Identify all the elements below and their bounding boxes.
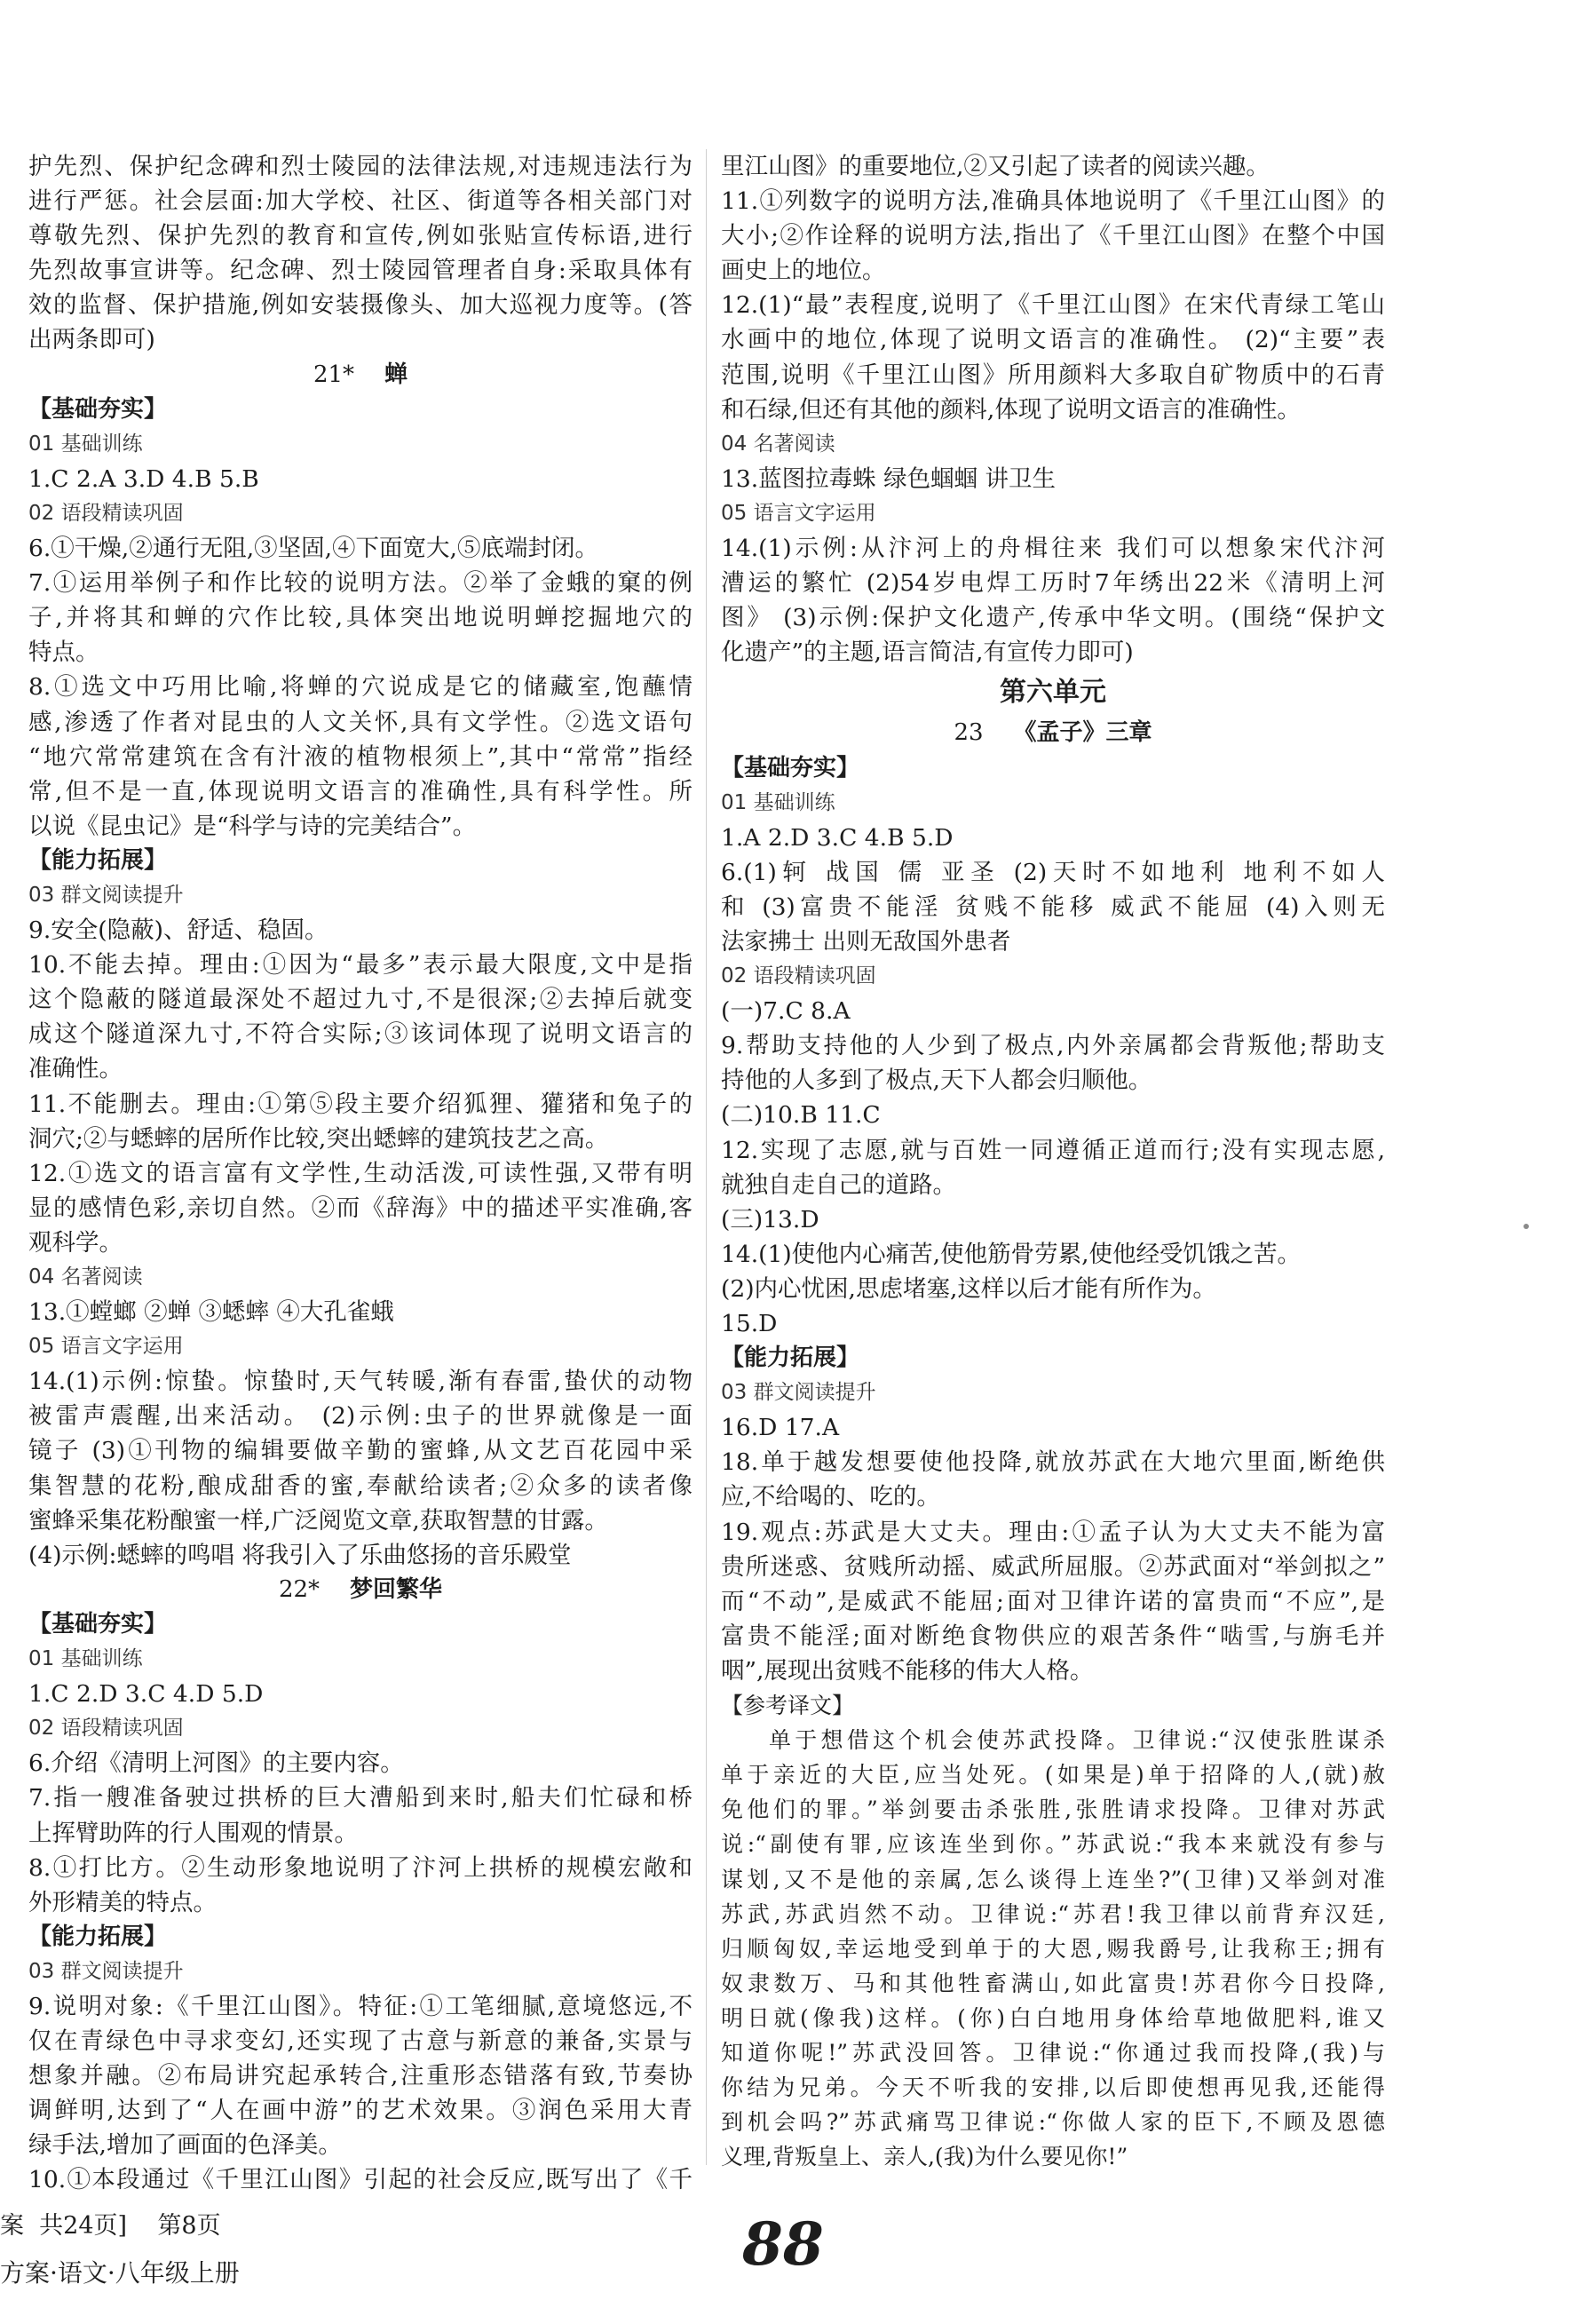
answer-line: 义理,背叛皇上、亲人,(我)为什么要见你!” — [721, 2144, 1128, 2170]
answer-line: 6.①干燥,②通行无阻,③坚固,④下面宽大,⑤底端封闭。 — [28, 535, 598, 563]
answer-line: “地穴常常建筑在含有汁液的植物根须上”,其中“常常”指经 — [28, 742, 693, 771]
answer-line: 子,并将其和蝉的穴作比较,具体突出地说明蝉挖掘地穴的 — [28, 604, 693, 632]
answer-line: 集智慧的花粉,酿成甜香的蜜,奉献给读者;②众多的读者像 — [28, 1471, 693, 1500]
answer-line: 感,渗透了作者对昆虫的人文关怀,具有文学性。②选文语句 — [28, 708, 693, 736]
section-heading: 【参考译文】 — [721, 1693, 855, 1719]
section-title — [28, 358, 693, 393]
answer-line: 漕运的繁忙 (2)54岁电焊工历时7年绣出22米《清明上河 — [721, 569, 1385, 598]
answer-line: 11.不能删去。理由:①第⑤段主要介绍狐狸、獾猪和兔子的 — [28, 1090, 693, 1118]
answer-line: 到机会吗?”苏武痛骂卫律说:“你做人家的臣下,不顾及恩德 — [721, 2109, 1385, 2136]
answer-line: (4)示例:蟋蟀的鸣唱 将我引入了乐曲悠扬的音乐殿堂 — [28, 1541, 572, 1569]
answer-line: 蜜蜂采集花粉酿蜜一样,广泛阅览文章,获取智慧的甘露。 — [28, 1506, 608, 1535]
answer-line: 13.①螳螂 ②蝉 ③蟋蟀 ④大孔雀蛾 — [28, 1298, 394, 1327]
answer-line: 奴隶数万、马和其他牲畜满山,如此富贵!苏君你今日投降, — [721, 1970, 1385, 1996]
answer-line: 就独自走自己的道路。 — [721, 1170, 956, 1199]
answer-line: 16.D 17.A — [721, 1414, 840, 1442]
subsection-label: 04 名著阅读 — [721, 432, 835, 456]
answer-line: 显的感情色彩,亲切自然。②而《辞海》中的描述平实准确,客 — [28, 1194, 693, 1222]
answer-line: 9.安全(隐蔽)、舒适、稳固。 — [28, 916, 328, 945]
subsection-label: 01 基础训练 — [721, 790, 835, 814]
answer-line: 仅在青绿色中寻求变幻,还实现了古意与新意的兼备,实景与 — [28, 2027, 693, 2056]
answer-line: 应,不给喝的、吃的。 — [721, 1483, 940, 1511]
section-title-text: 梦回繁华 — [350, 1575, 443, 1603]
answer-line: (一)7.C 8.A — [721, 997, 851, 1026]
answer-line: 法家拂士 出则无敌国外患者 — [721, 927, 1011, 956]
answer-line: 富贵不能淫;面对断绝食物供应的艰苦条件“啮雪,与旃毛并 — [721, 1622, 1385, 1650]
answer-line: 图》 (3)示例:保护文化遗产,传承中华文明。(围绕“保护文 — [721, 604, 1385, 632]
answer-line: (二)10.B 11.C — [721, 1101, 881, 1130]
column-divider — [706, 149, 707, 2165]
answer-line: 进行严惩。社会层面:加大学校、社区、街道等各相关部门对 — [28, 187, 693, 216]
subsection-label: 04 名著阅读 — [28, 1265, 143, 1289]
answer-line: 画史上的地位。 — [721, 257, 886, 285]
answer-line: 7.指一艘准备驶过拱桥的巨大漕船到来时,船夫们忙碌和桥 — [28, 1784, 693, 1812]
subsection-label: 03 群文阅读提升 — [28, 1959, 184, 1983]
answer-line: 6.介绍《清明上河图》的主要内容。 — [28, 1749, 404, 1778]
answer-line: 出两条即可) — [28, 326, 155, 354]
answer-line: 14.(1)使他内心痛苦,使他筋骨劳累,使他经受饥饿之苦。 — [721, 1240, 1302, 1268]
answer-line: 8.①选文中巧用比喻,将蝉的穴说成是它的储藏室,饱蘸情 — [28, 673, 693, 702]
answer-line: 里江山图》的重要地位,②又引起了读者的阅读兴趣。 — [721, 153, 1270, 180]
answer-line: 说:“副使有罪,应该连坐到你。”苏武说:“我本来就没有参与 — [721, 1831, 1385, 1858]
section-heading: 【基础夯实】 — [28, 1610, 168, 1638]
answer-line: 13.蓝图拉毒蛛 绿色蝈蝈 讲卫生 — [721, 464, 1056, 493]
subsection-label: 03 群文阅读提升 — [721, 1381, 876, 1405]
answer-line: (2)内心忧困,思虑堵塞,这样以后才能有所作为。 — [721, 1274, 1216, 1303]
answer-line: 化遗产”的主题,语言简洁,有宣传力即可) — [721, 639, 1134, 667]
section-heading: 【能力拓展】 — [28, 846, 168, 874]
answer-line: 观科学。 — [28, 1228, 123, 1257]
subsection-label: 02 语段精读巩固 — [721, 964, 876, 988]
answer-line: 以说《昆虫记》是“科学与诗的完美结合”。 — [28, 812, 477, 840]
answer-line: 1.C 2.A 3.D 4.B 5.B — [28, 464, 259, 493]
answer-line: 10.不能去掉。理由:①因为“最多”表示最大限度,文中是指 — [28, 951, 693, 980]
subsection-label: 01 基础训练 — [28, 1647, 143, 1671]
section-title-text: 《孟子》三章 — [1013, 719, 1152, 747]
left-column — [28, 149, 693, 2198]
section-number: 23 — [954, 719, 984, 747]
section-heading: 【基础夯实】 — [28, 395, 168, 423]
answer-line: 绿手法,增加了画面的色泽美。 — [28, 2131, 342, 2160]
answer-line: 先烈故事宣讲等。纪念碑、烈士陵园管理者自身:采取具体有 — [28, 257, 693, 285]
answer-line: 大小;②作诠释的说明方法,指出了《千里江山图》在整个中国 — [721, 222, 1385, 250]
answer-line: 而“不动”,是威武不能屈;面对卫律许诺的富贵而“不应”,是 — [721, 1587, 1385, 1615]
answer-line: 1.C 2.D 3.C 4.D 5.D — [28, 1680, 264, 1709]
answer-line: 归顺匈奴,幸运地受到单于的大恩,赐我爵号,让我称王;拥有 — [721, 1935, 1385, 1962]
section-title-text: 蝉 — [384, 361, 408, 388]
answer-line: 9.说明对象:《千里江山图》。特征:①工笔细腻,意境悠远,不 — [28, 1992, 693, 2020]
answer-line: 8.①打比方。②生动形象地说明了汴河上拱桥的规模宏敞和 — [28, 1853, 693, 1882]
answer-line: 洞穴;②与蟋蟀的居所作比较,突出蟋蟀的建筑技艺之高。 — [28, 1124, 609, 1153]
subsection-label: 03 群文阅读提升 — [28, 883, 184, 907]
answer-line: 这个隐蔽的隧道最深处不超过九寸,不是很深;②去掉后就变 — [28, 986, 693, 1014]
answer-line: 免他们的罪。”举剑要击杀张胜,张胜请求投降。卫律对苏武 — [721, 1797, 1385, 1823]
answer-line: 12.(1)“最”表程度,说明了《千里江山图》在宋代青绿工笔山 — [721, 291, 1385, 320]
answer-line: 知道你呢!”苏武没回答。卫律说:“你通过我而投降,(我)与 — [721, 2039, 1385, 2066]
subsection-label: 02 语段精读巩固 — [28, 501, 184, 525]
section-number: 21* — [313, 361, 355, 388]
section-number: 22* — [278, 1575, 321, 1603]
section-title — [721, 716, 1385, 750]
section-title-text: 第六单元 — [1000, 677, 1106, 709]
answer-line: 明日就(像我)这样。(你)白白地用身体给草地做肥料,谁又 — [721, 2004, 1385, 2031]
answer-line: 水画中的地位,体现了说明文语言的准确性。 (2)“主要”表 — [721, 326, 1385, 354]
subsection-label: 05 语言文字运用 — [28, 1335, 184, 1359]
answer-line: 单于想借这个机会使苏武投降。卫律说:“汉使张胜谋杀 — [769, 1727, 1385, 1754]
answer-line: 14.(1)示例:惊蛰。惊蛰时,天气转暖,渐有春雷,蛰伏的动物 — [28, 1368, 693, 1396]
answer-line: 上挥臂助阵的行人围观的情景。 — [28, 1819, 358, 1847]
answer-line: 尊敬先烈、保护先烈的教育和宣传,例如张贴宣传标语,进行 — [28, 222, 693, 250]
answer-line: 14.(1)示例:从汴河上的舟楫往来 我们可以想象宋代汴河 — [721, 535, 1385, 563]
subsection-label: 02 语段精读巩固 — [28, 1717, 184, 1741]
answer-line: 外形精美的特点。 — [28, 1888, 217, 1916]
section-heading: 【能力拓展】 — [28, 1923, 168, 1950]
answer-line: 19.观点:苏武是大丈夫。理由:①孟子认为大丈夫不能为富 — [721, 1518, 1385, 1546]
answer-line: 常,但不是一直,体现说明文语言的准确性,具有科学性。所 — [28, 777, 693, 805]
answer-line: 苏武,苏武岿然不动。卫律说:“苏君!我卫律以前背弃汉廷, — [721, 1900, 1385, 1927]
answer-line: 和 (3)富贵不能淫 贫贱不能移 威武不能屈 (4)入则无 — [721, 892, 1385, 921]
answer-line: 15.D — [721, 1310, 778, 1337]
section-heading: 【能力拓展】 — [721, 1344, 860, 1372]
answer-line: 和石绿,但还有其他的颜料,体现了说明文语言的准确性。 — [721, 395, 1301, 424]
answer-line: 单于亲近的大臣,应当处死。(如果是)单于招降的人,(就)赦 — [721, 1762, 1385, 1789]
answer-line: 持他的人多到了极点,天下人都会归顺他。 — [721, 1067, 1152, 1095]
answer-line: 12.实现了志愿,就与百姓一同遵循正道而行;没有实现志愿, — [721, 1136, 1385, 1164]
answer-line: 6.(1)轲 战国 儒 亚圣 (2)天时不如地利 地利不如人 — [721, 858, 1385, 886]
answer-line: 10.①本段通过《千里江山图》引起的社会反应,既写出了《千 — [28, 2166, 693, 2194]
answer-line: 9.帮助支持他的人少到了极点,内外亲属都会背叛他;帮助支 — [721, 1032, 1385, 1060]
page-number: 88 — [742, 2209, 824, 2279]
footer-page-info: 案 共24页] 第8页 — [0, 2212, 221, 2240]
answer-line: 护先烈、保护纪念碑和烈士陵园的法律法规,对违规违法行为 — [28, 153, 693, 180]
right-column — [721, 149, 1385, 2174]
answer-line: (三)13.D — [721, 1205, 819, 1233]
answer-line: 特点。 — [28, 639, 99, 667]
answer-line: 7.①运用举例子和作比较的说明方法。②举了金蛾的窠的例 — [28, 569, 693, 598]
section-title — [721, 670, 1385, 716]
subsection-label: 01 基础训练 — [28, 432, 143, 456]
answer-line: 谋划,又不是他的亲属,怎么谈得上连坐?”(卫律)又举剑对准 — [721, 1866, 1385, 1892]
answer-line: 被雷声震醒,出来活动。 (2)示例:虫子的世界就像是一面 — [28, 1402, 693, 1431]
answer-line: 调鲜明,达到了“人在画中游”的艺术效果。③润色采用大青 — [28, 2097, 693, 2125]
answer-line: 11.①列数字的说明方法,准确具体地说明了《千里江山图》的 — [721, 187, 1385, 216]
answer-line: 18.单于越发想要使他投降,就放苏武在大地穴里面,断绝供 — [721, 1448, 1385, 1477]
footer-book-title: 方案·语文·八年级上册 — [0, 2258, 240, 2288]
scan-speck — [1524, 1224, 1529, 1229]
answer-line: 咽”,展现出贫贱不能移的伟大人格。 — [721, 1656, 1094, 1685]
answer-line: 效的监督、保护措施,例如安装摄像头、加大巡视力度等。(答 — [28, 291, 693, 320]
answer-line: 成这个隧道深九寸,不符合实际;③该词体现了说明文语言的 — [28, 1020, 693, 1049]
answer-line: 你结为兄弟。今天不听我的安排,以后即使想再见我,还能得 — [721, 2074, 1385, 2101]
answer-line: 想象并融。②布局讲究起承转合,注重形态错落有致,节奏协 — [28, 2062, 693, 2090]
answer-line: 镜子 (3)①刊物的编辑要做辛勤的蜜蜂,从文艺百花园中采 — [28, 1437, 693, 1465]
answer-line: 1.A 2.D 3.C 4.B 5.D — [721, 823, 954, 852]
section-heading: 【基础夯实】 — [721, 754, 860, 781]
section-title — [28, 1573, 693, 1607]
answer-line: 贵所迷惑、贫贱所动摇、威武所屈服。②苏武面对“举剑拟之” — [721, 1552, 1385, 1581]
answer-line: 12.①选文的语言富有文学性,生动活泼,可读性强,又带有明 — [28, 1159, 693, 1187]
answer-line: 范围,说明《千里江山图》所用颜料大多取自矿物质中的石青 — [721, 361, 1385, 389]
subsection-label: 05 语言文字运用 — [721, 501, 876, 525]
answer-line: 准确性。 — [28, 1055, 123, 1083]
